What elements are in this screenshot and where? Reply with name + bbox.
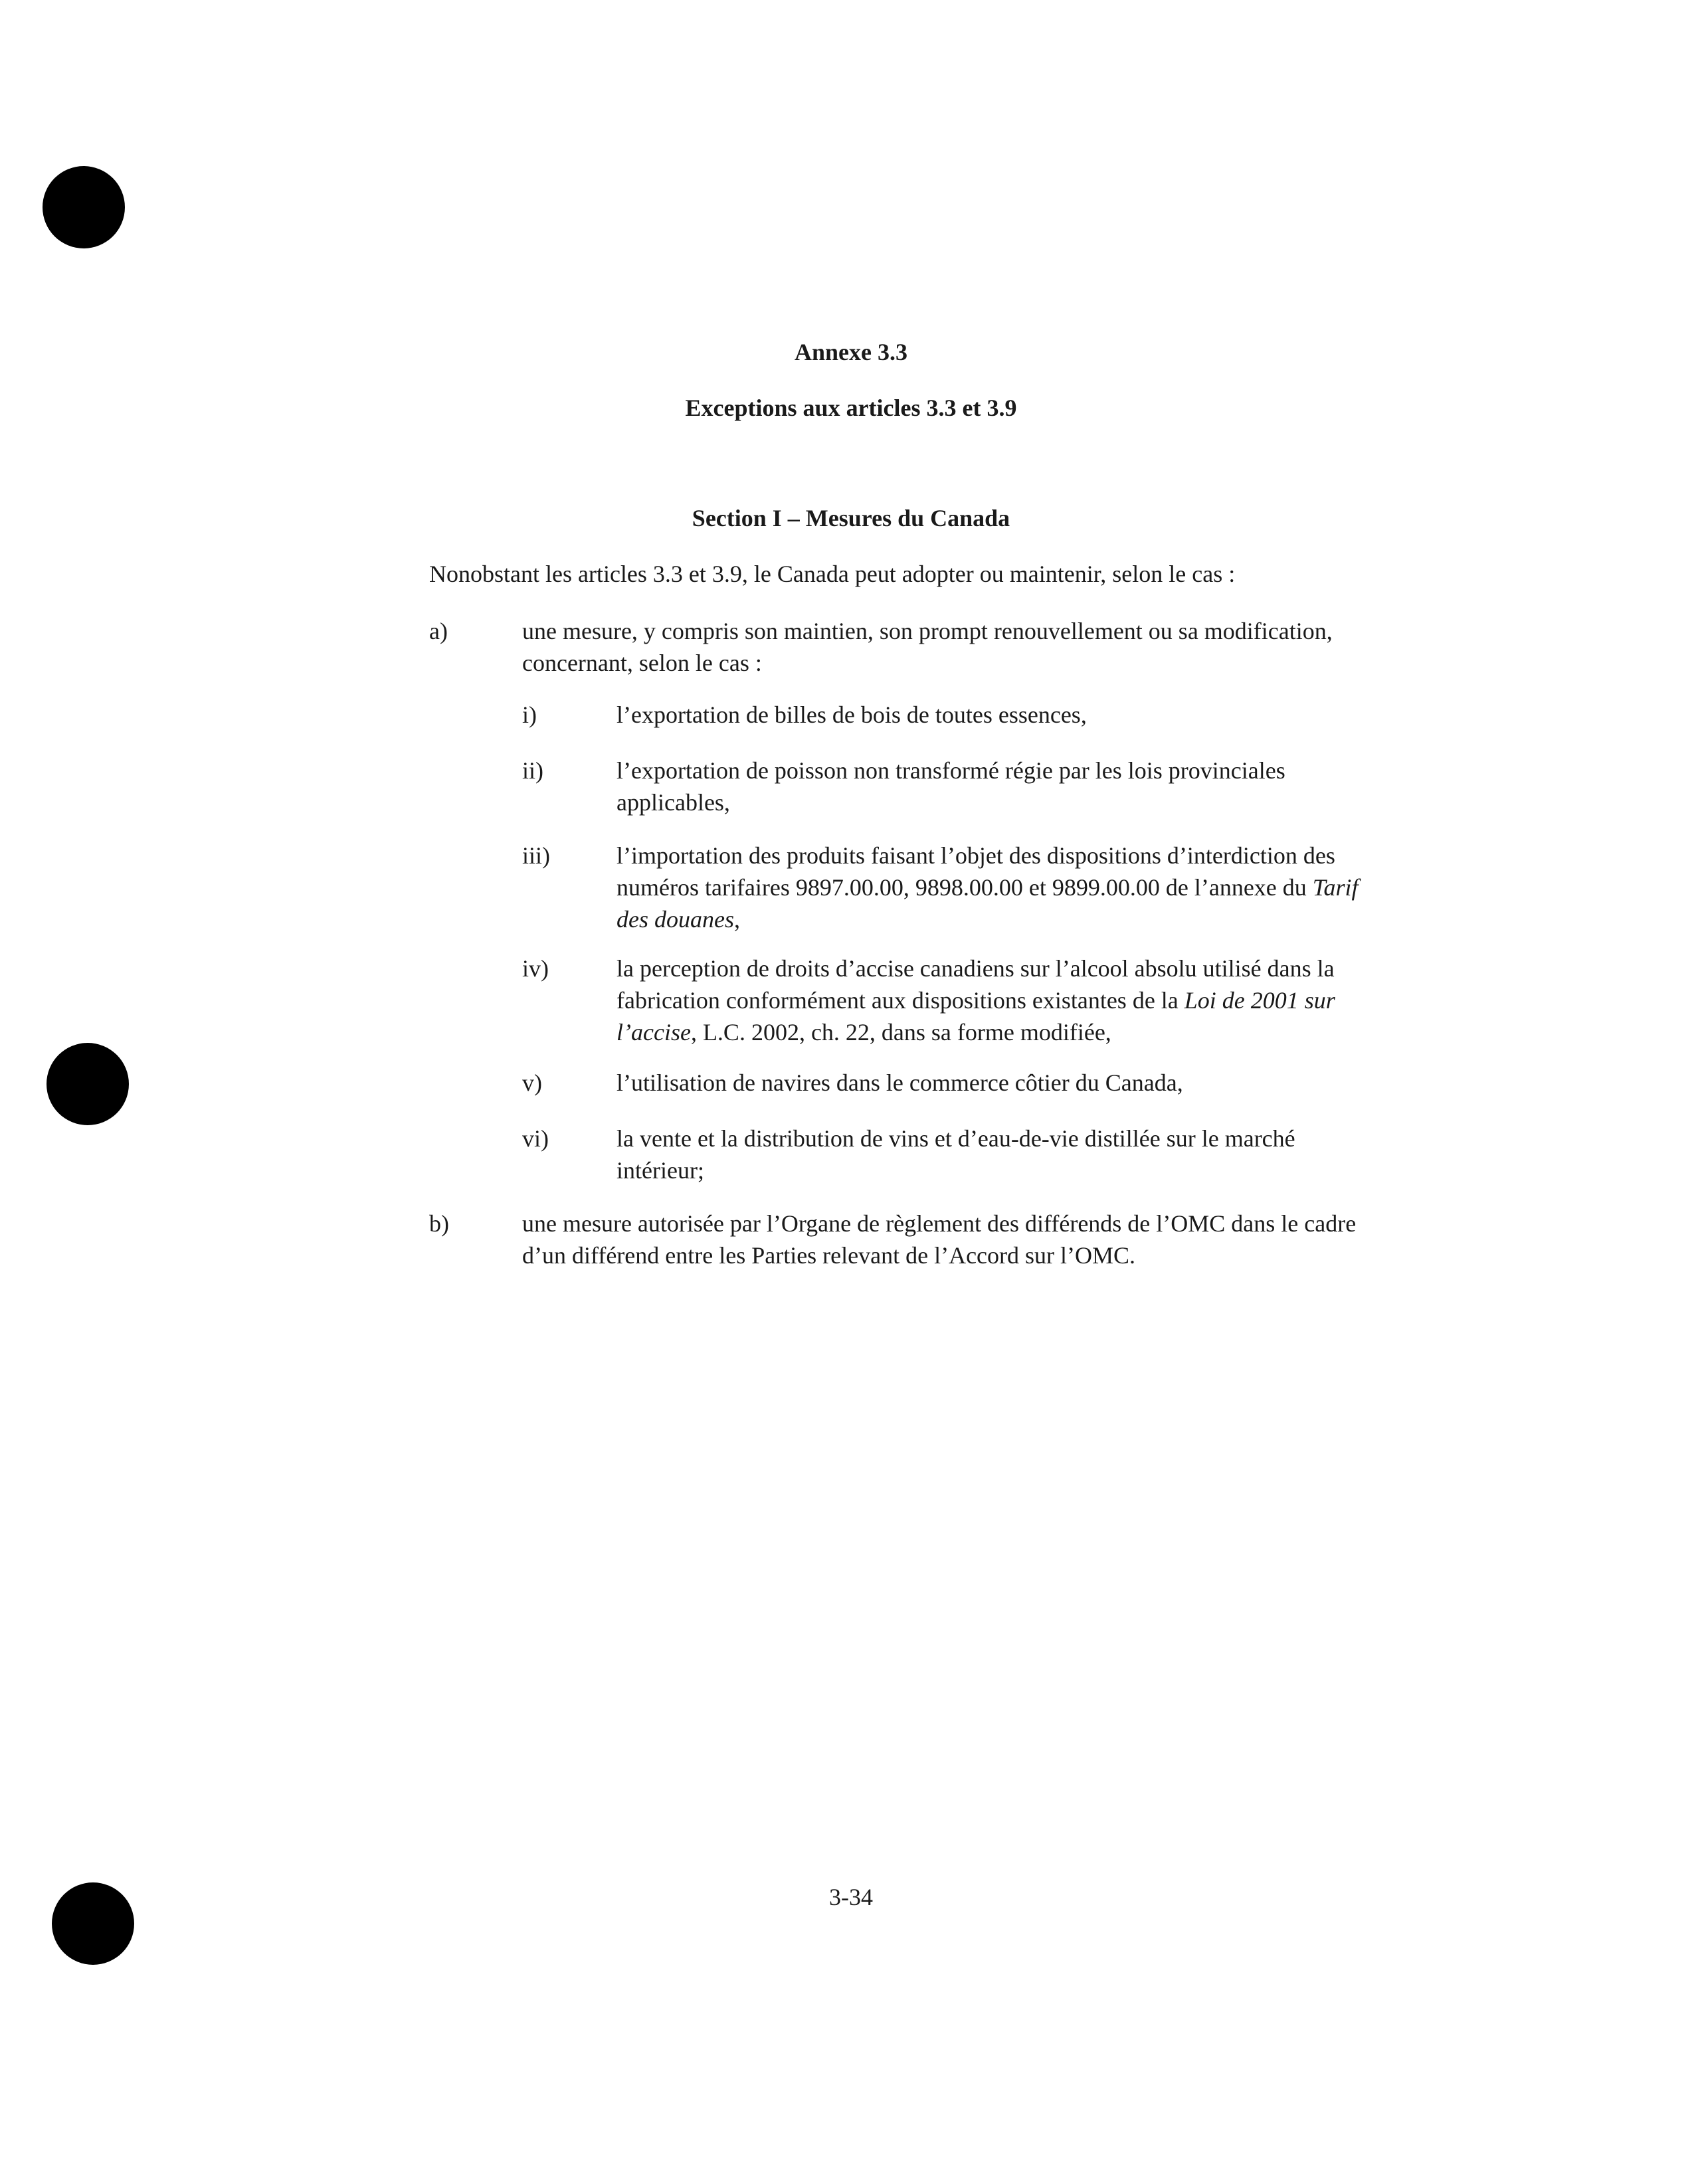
page-number: 3-34 — [829, 1884, 873, 1910]
subitem-iv-text-main: la perception de droits d’accise canadiens sur l’alcool absolu utilisé dans la fabrication conformément aux dispositions existantes de la — [616, 955, 1335, 1014]
subitem-iv-text-end: , L.C. 2002, ch. 22, dans sa forme modifiée, — [690, 1019, 1111, 1046]
punch-hole-top — [43, 166, 125, 248]
subitem-iii-text — [616, 840, 1367, 935]
subitem-ii-marker: ii) — [522, 757, 543, 784]
subitem-iii-text-main: l’importation des produits faisant l’objet des dispositions d’interdiction des numéros tarifaires 9897.00.00, 9898.00.00 et 9899.00.00 de l’annexe du — [616, 842, 1335, 901]
item-a-text: une mesure, y compris son maintien, son prompt renouvellement ou sa modification, concernant, selon le cas : — [522, 618, 1333, 676]
intro-paragraph: Nonobstant les articles 3.3 et 3.9, le Canada peut adopter ou maintenir, selon le cas : — [429, 561, 1236, 587]
subitem-i-text: l’exportation de billes de bois de toutes essences, — [616, 701, 1087, 728]
annex-subtitle: Exceptions aux articles 3.3 et 3.9 — [685, 395, 1017, 421]
punch-hole-middle — [47, 1043, 129, 1125]
subitem-v-text: l’utilisation de navires dans le commerce côtier du Canada, — [616, 1069, 1183, 1096]
subitem-iii-marker: iii) — [522, 842, 550, 869]
item-b-text: une mesure autorisée par l’Organe de règlement des différends de l’OMC dans le cadre d’un différend entre les Parties relevant de l’Accord sur l’OMC. — [522, 1210, 1357, 1269]
annex-title: Annexe 3.3 — [795, 339, 907, 365]
subitem-iv-text — [616, 953, 1367, 1048]
subitem-iv-text-italic: Loi de 2001 sur l’accise — [616, 987, 1335, 1046]
item-a-marker: a) — [429, 618, 448, 644]
subitem-ii-text: l’exportation de poisson non transformé régie par les lois provinciales applicables, — [616, 757, 1285, 816]
subitem-iv-marker: iv) — [522, 955, 549, 982]
item-b-marker: b) — [429, 1210, 449, 1237]
subitem-vi-text: la vente et la distribution de vins et d’eau-de-vie distillée sur le marché intérieur; — [616, 1125, 1295, 1184]
subitem-i-marker: i) — [522, 701, 537, 728]
subitem-iii-text-italic: Tarif des douanes — [616, 874, 1359, 933]
section-title: Section I – Mesures du Canada — [692, 505, 1010, 531]
subitem-iii-text-end: , — [733, 906, 740, 933]
subitem-v-marker: v) — [522, 1069, 542, 1096]
subitem-vi-marker: vi) — [522, 1125, 549, 1152]
